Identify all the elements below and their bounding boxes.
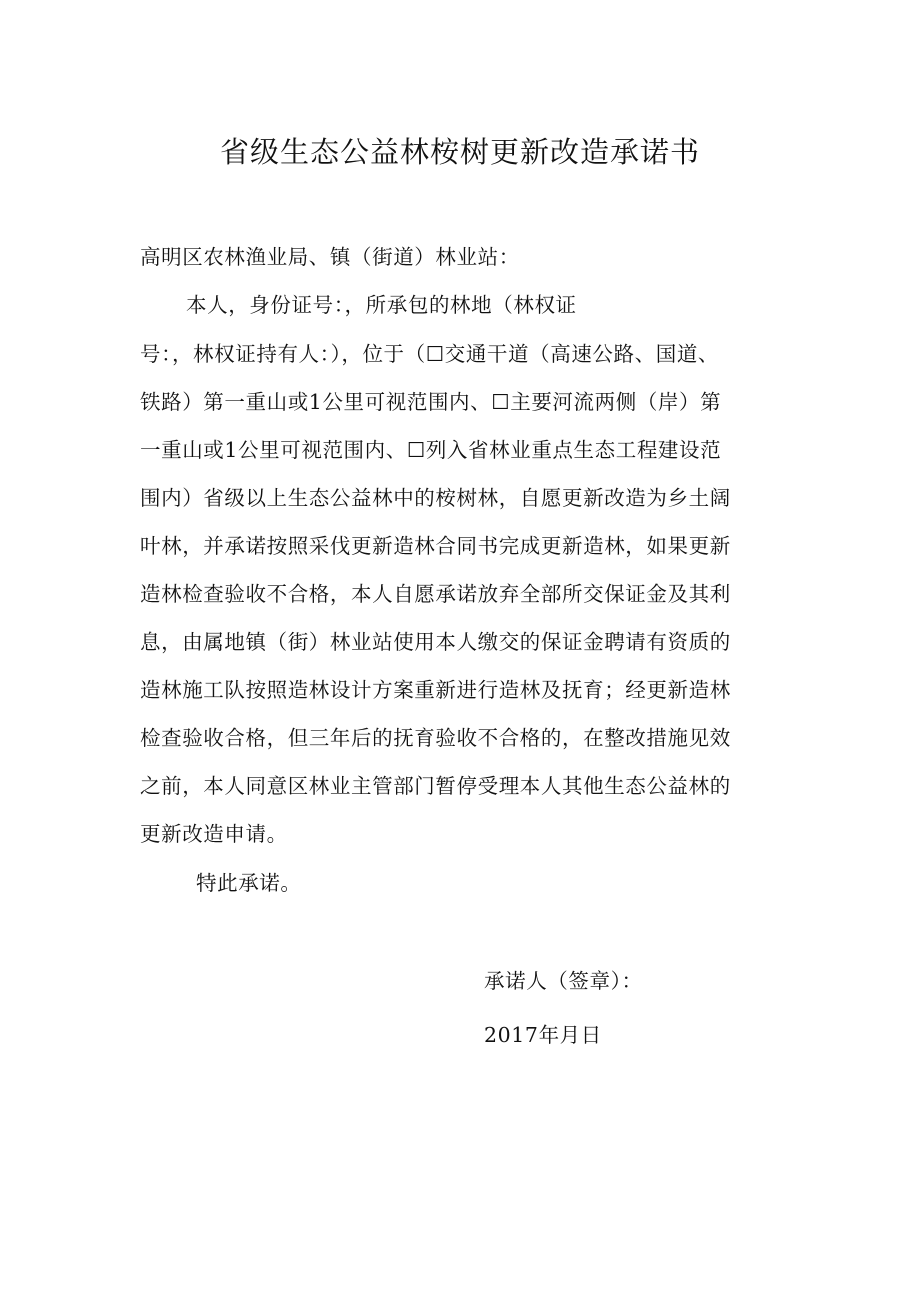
body-line: 之前，本人同意区林业主管部门暂停受理本人其他生态公益林的 <box>140 774 731 798</box>
signature-date: 2017年月日 <box>484 1023 602 1047</box>
body-line: 本人，身份证号：，所承包的林地（林权证 <box>186 293 577 317</box>
body-line: 更新改造申请。 <box>140 822 288 846</box>
body-line: 号：，林权证持有人：），位于（☐交通干道（高速公路、国道、 <box>140 342 720 366</box>
addressee: 高明区农林渔业局、镇（街道）林业站： <box>140 245 520 269</box>
closing-text: 特此承诺。 <box>196 871 302 895</box>
body-line: 造林施工队按照造林设计方案重新进行造林及抚育；经更新造林 <box>140 678 731 702</box>
body-line: 检查验收合格，但三年后的抚育验收不合格的，在整改措施见效 <box>140 726 731 750</box>
document-title: 省级生态公益林桉树更新改造承诺书 <box>219 135 700 169</box>
body-line: 一重山或1公里可视范围内、☐列入省林业重点生态工程建设范 <box>140 438 722 462</box>
body-line: 围内）省级以上生态公益林中的桉树林，自愿更新改造为乡土阔 <box>140 486 731 510</box>
body-line: 铁路）第一重山或1公里可视范围内、☐主要河流两侧（岸）第 <box>140 390 722 414</box>
body-line: 造林检查验收不合格，本人自愿承诺放弃全部所交保证金及其利 <box>140 582 731 606</box>
body-line: 息，由属地镇（街）林业站使用本人缴交的保证金聘请有资质的 <box>140 630 731 654</box>
body-line: 叶林，并承诺按照采伐更新造林合同书完成更新造林，如果更新 <box>140 534 731 558</box>
signature-label: 承诺人（签章）： <box>484 969 643 993</box>
